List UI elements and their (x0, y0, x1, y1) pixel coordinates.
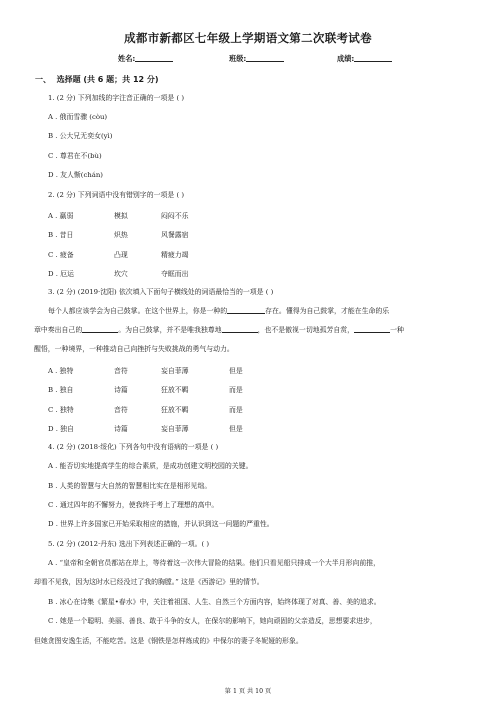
q2-a-1: A . 赢弱 (48, 212, 74, 220)
q4-option-b: B . 人类的智慧与大自然的智慧相比实在是相形见绌。 (48, 482, 212, 490)
q5-option-a-line-2: 却看不见我，因为这时水已经没过了我的胸膛。” 这是《西游记》里的情节。 (34, 578, 264, 586)
score-blank (354, 54, 392, 62)
name-blank (135, 54, 173, 62)
q1-stem: 1. (2 分) 下列加线的字注音正确的一项是 ( ) (48, 94, 185, 102)
q3-blank-3 (222, 326, 258, 333)
q4-option-d: D . 世界上许多国家已开始采取相应的措施，并认识到这一问题的严重性。 (48, 520, 274, 528)
q3-text: 存在。懂得为自己鼓掌，才能在生命的乐 (265, 307, 390, 315)
q3-c-2: 音符 (114, 406, 128, 414)
q3-b-2: 诗篇 (114, 386, 128, 394)
exam-title: 成都市新都区七年级上学期语文第二次联考试卷 (124, 31, 372, 45)
q3-passage-line-1 (48, 307, 389, 316)
q2-stem: 2. (2 分) 下列词语中没有错别字的一项是 ( ) (48, 191, 185, 199)
q2-d-1: D . 厄运 (48, 270, 74, 278)
q3-a-4: 但是 (229, 367, 243, 375)
q3-c-4: 而是 (229, 406, 243, 414)
class-blank (246, 54, 284, 62)
q3-text: 每个人都应该学会为自己鼓掌。在这个世界上，你是一种的 (48, 307, 228, 315)
section-title: 选择题 (共 6 题；共 12 分) (56, 75, 159, 84)
q3-text: 。为自己鼓掌，并不是唯我独尊地 (118, 326, 222, 334)
name-field (118, 54, 173, 64)
q2-b-1: B . 昔日 (48, 231, 74, 239)
q2-a-2: 模拟 (114, 212, 128, 220)
q3-text: 一种 (390, 326, 404, 334)
q5-option-b: B . 冰心在诗集《繁星•春水》中，关注着祖国、人生、自然三个方面内容，始终体现了对真、善、美的追求。 (48, 598, 381, 606)
q3-a-1: A . 独特 (48, 367, 74, 375)
q5-option-c-line-2: 但她贪图安逸生活，不能吃苦。这是《钢铁是怎样炼成的》中保尔的妻子冬妮娅的形象。 (34, 637, 303, 645)
q3-d-1: D . 独自 (48, 425, 74, 433)
q1-option-b: B . 公大兄无奕女(yì) (48, 132, 113, 140)
q3-passage-line-2 (34, 326, 404, 335)
score-field (337, 54, 392, 64)
q3-d-3: 妄自菲薄 (161, 425, 189, 433)
class-label: 班级: (229, 54, 247, 63)
q5-option-c-line-1: C . 她是一个聪明、美丽、善良、敢于斗争的女人，在保尔的影响下，她向顽固的父亲造反，思想要求进步， (48, 617, 377, 625)
q3-d-2: 诗篇 (114, 425, 128, 433)
q3-blank-4 (354, 326, 390, 333)
score-label: 成绩: (337, 54, 355, 63)
q2-d-2: 坎穴 (114, 270, 128, 278)
q2-a-3: 闷闷不乐 (161, 212, 189, 220)
q3-passage-line-3: 醒悟，一种境界，一种推动自己向挫折与失败挑战的勇气与动力。 (34, 345, 234, 353)
q4-option-a: A . 能否切实地提高学生的综合素质，是成功创建文明校园的关键。 (48, 462, 253, 470)
q3-b-4: 而是 (229, 386, 243, 394)
q3-c-1: C . 独特 (48, 406, 74, 414)
section-heading (35, 74, 159, 85)
q4-stem: 4. (2 分) (2018·绥化) 下列各句中没有语病的一项是 ( ) (48, 443, 219, 451)
q3-text: 章中奏出自己的 (34, 326, 83, 334)
name-label: 姓名: (118, 54, 136, 63)
q1-option-c: C . 尊君在不(bù) (48, 152, 102, 160)
q3-d-4: 但是 (229, 425, 243, 433)
page-footer: 第 1 页 共 10 页 (224, 688, 272, 695)
q2-c-1: C . 疲备 (48, 251, 74, 259)
class-field (229, 54, 284, 64)
q2-b-2: 炽热 (114, 231, 128, 239)
q4-option-c: C . 通过四年的不懈努力，使我终于考上了理想的高中。 (48, 501, 219, 509)
q3-b-3: 狂放不羁 (161, 386, 189, 394)
q1-option-a: A . 俄而雪骤 (còu) (48, 113, 108, 121)
q2-b-3: 风餐露宿 (161, 231, 189, 239)
q3-blank-1 (227, 307, 265, 314)
q3-text: ，也不是傲视一切地孤芳自赏， (257, 326, 355, 334)
section-number: 一、 (35, 75, 51, 84)
q2-c-2: 凸现 (114, 251, 128, 259)
q3-stem: 3. (2 分) (2019·沈阳) 依次填入下面句子横线处的词语最恰当的一项是 ( ) (48, 288, 274, 296)
q3-a-3: 妄自菲薄 (161, 367, 189, 375)
q2-d-3: 夺眶而出 (161, 270, 189, 278)
q3-blank-2 (82, 326, 118, 333)
q3-a-2: 音符 (114, 367, 128, 375)
q5-stem: 5. (2 分) (2012·丹东) 选出下列表述正确的一项。( ) (48, 540, 210, 548)
q1-option-d: D . 友人惭(chán) (48, 171, 103, 179)
q3-b-1: B . 独自 (48, 386, 74, 394)
q2-c-3: 精疲力竭 (161, 251, 189, 259)
q3-c-3: 狂放不羁 (161, 406, 189, 414)
q5-option-a-line-1: A . “皇帝和全朝官员都站在岸上，等待着这一次伟大冒险的结果。他们只看见船只排成一个大半月形向前推， (48, 559, 381, 567)
